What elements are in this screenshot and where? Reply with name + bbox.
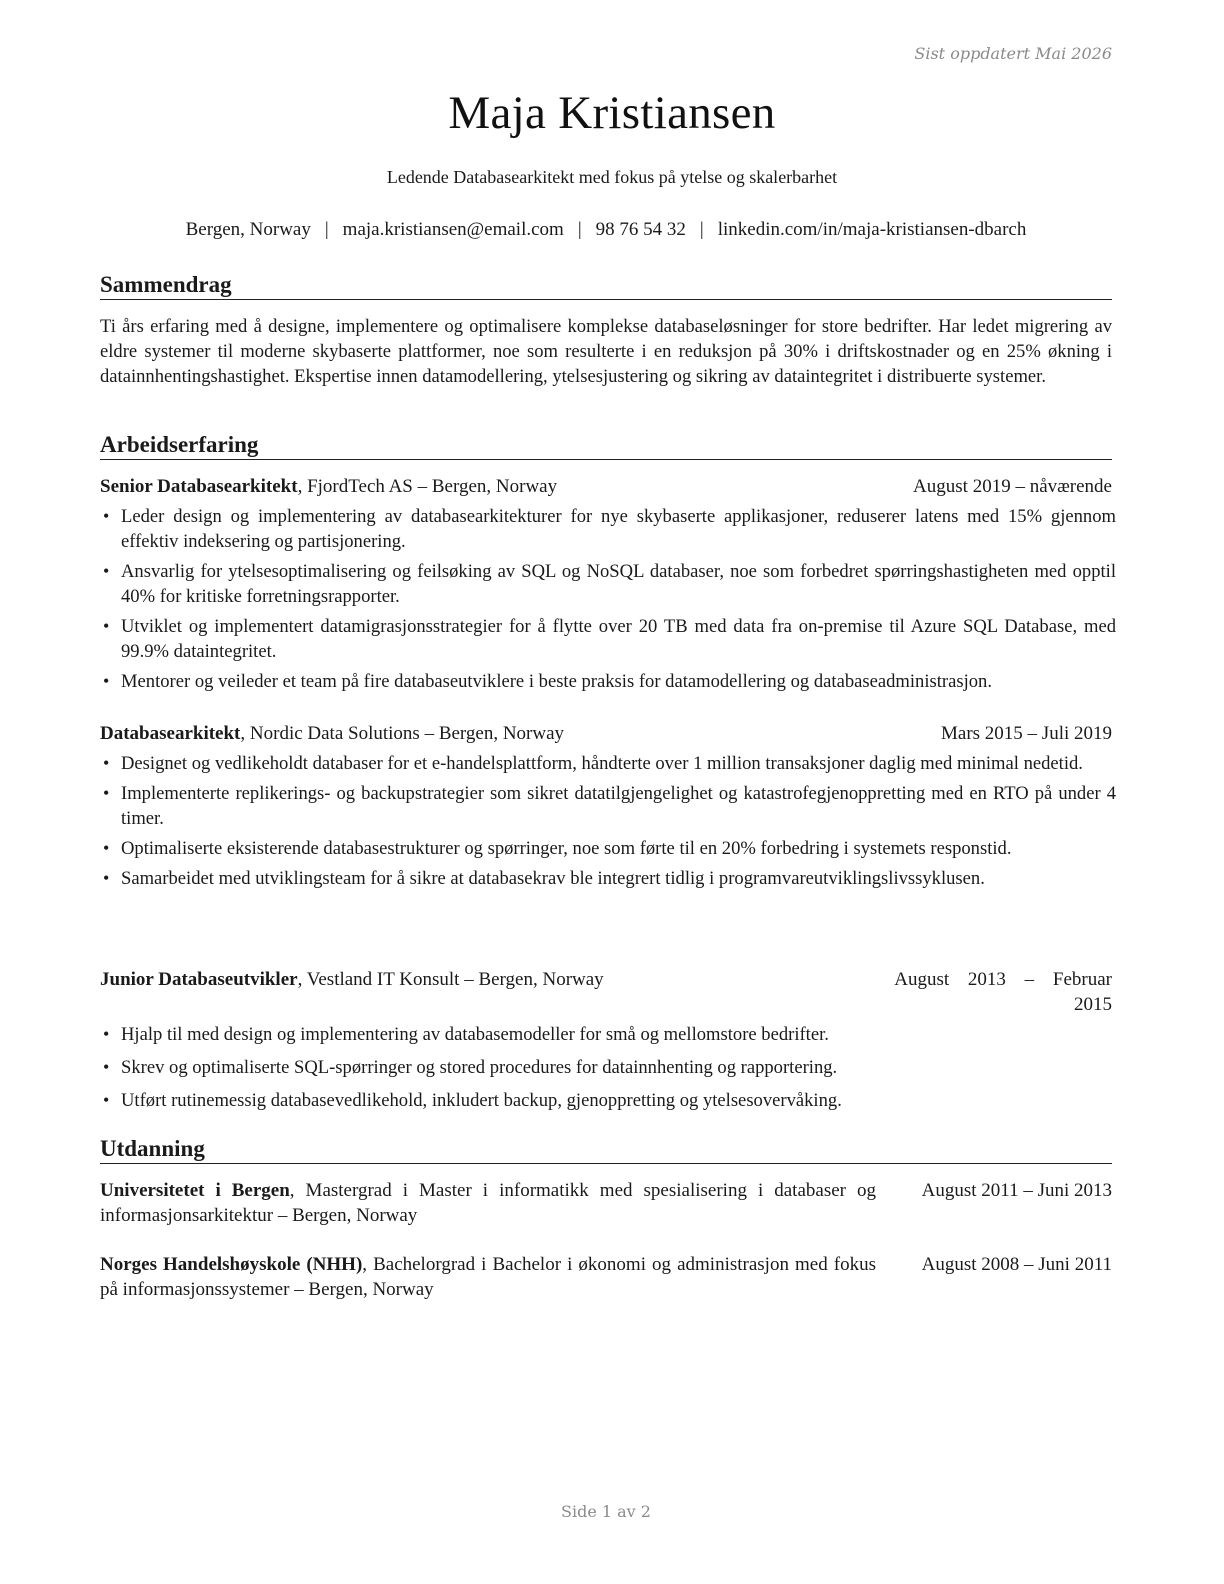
job-bullet: • Skrev og optimaliserte SQL-spørringer og stored procedures for datainnhenting og rapportering. [100, 1055, 1116, 1080]
contact-location: Bergen, Norway [185, 219, 311, 240]
contact-phone: 98 76 54 32 [595, 219, 686, 240]
job-role: Senior Databasearkitekt [100, 476, 298, 497]
contact-separator: | [324, 219, 329, 240]
page-number: Side 1 av 2 [561, 1502, 651, 1521]
job-bullet: • Mentorer og veileder et team på fire databaseutviklere i beste praksis for datamodellering og databaseadministrasjon. [100, 669, 1116, 694]
section-title-summary: Sammendrag [100, 271, 1112, 300]
summary-text: Ti års erfaring med å designe, implementere og optimalisere komplekse databaseløsninger for store bedrifter. Har ledet migrering av eldre systemer til moderne skybaserte plattformer, noe som resulterte i en reduksjon på 30% i driftskostnader og en 25% økning i datainnhentingshastighet. Ekspertise innen datamodellering, ytelsesjustering og sikring av dataintegritet i distribuerte systemer. [100, 316, 1112, 387]
headline-tagline: Ledende Databasearkitekt med fokus på ytelse og skalerbarhet [386, 167, 838, 187]
job-bullet: • Samarbeidet med utviklingsteam for å sikre at databasekrav ble integrert tidlig i programvareutviklingslivssyklusen. [100, 866, 1116, 891]
job-dates [894, 967, 1112, 1017]
education-school: Universitetet i Bergen [100, 1180, 290, 1201]
job-header [100, 474, 1112, 499]
education-dates: August 2011 – Juni 2013 [921, 1180, 1112, 1201]
education-dates: August 2008 – Juni 2011 [921, 1254, 1112, 1275]
job-bullet: • Utført rutinemessig databasevedlikehold, inkludert backup, gjenoppretting og ytelsesovervåking. [100, 1088, 1116, 1113]
job-bullet: • Optimaliserte eksisterende databasestrukturer og spørringer, noe som førte til en 20% forbedring i systemets responstid. [100, 836, 1116, 861]
education-detail: , Bachelorgrad i Bachelor i økonomi og administrasjon med fokus på informasjonssystemer – Bergen, Norway [100, 1254, 876, 1300]
job-company: , Vestland IT Konsult – Bergen, Norway [297, 969, 604, 990]
job-header [100, 967, 1112, 1017]
job-dates: Mars 2015 – Juli 2019 [941, 723, 1112, 744]
job-company: , Nordic Data Solutions – Bergen, Norway [240, 723, 565, 744]
job-dates-line: 2015 [1074, 994, 1112, 1015]
last-updated-note: Sist oppdatert Mai 2026 [914, 44, 1112, 63]
candidate-name: Maja Kristiansen [448, 87, 776, 139]
job-role: Junior Databaseutvikler [100, 969, 298, 990]
job-bullet: • Leder design og implementering av databasearkitekturer for nye skybaserte applikasjoner, reduserer latens med 15% gjennom effektiv indeksering og partisjonering. [100, 504, 1116, 554]
job-company: , FjordTech AS – Bergen, Norway [297, 476, 558, 497]
job-bullet: • Hjalp til med design og implementering av databasemodeller for små og mellomstore bedrifter. [100, 1022, 1116, 1047]
job-bullets [100, 751, 1116, 891]
contact-email[interactable]: maja.kristiansen@email.com [342, 219, 564, 240]
contact-line [0, 219, 1212, 241]
contact-linkedin[interactable]: linkedin.com/in/maja-kristiansen-dbarch [717, 219, 1027, 240]
education-item [100, 1252, 1112, 1302]
section-title-education: Utdanning [100, 1135, 1112, 1164]
education-detail: , Mastergrad i Master i informatikk med spesialisering i databaser og informasjonsarkitektur – Bergen, Norway [100, 1180, 876, 1226]
contact-separator: | [577, 219, 582, 240]
job-dates-line: August 2013 – Februar [894, 969, 1112, 990]
education-school: Norges Handelshøyskole (NHH) [100, 1254, 363, 1275]
job-role: Databasearkitekt [100, 723, 241, 744]
job-bullet: • Implementerte replikerings- og backupstrategier som sikret datatilgjengelighet og katastrofegjenoppretting med en RTO på under 4 timer. [100, 781, 1116, 831]
job-dates: August 2019 – nåværende [913, 476, 1112, 497]
job-bullet: • Ansvarlig for ytelsesoptimalisering og feilsøking av SQL og NoSQL databaser, noe som forbedret spørringshastigheten med opptil 40% for kritiske forretningsrapporter. [100, 559, 1116, 609]
section-title-experience: Arbeidserfaring [100, 431, 1112, 460]
education-item [100, 1178, 1112, 1228]
job-header [100, 721, 1112, 746]
job-bullets [100, 504, 1116, 694]
job-bullets [100, 1022, 1116, 1113]
job-bullet: • Designet og vedlikeholdt databaser for et e-handelsplattform, håndterte over 1 million transaksjoner daglig med minimal nedetid. [100, 751, 1116, 776]
contact-separator: | [699, 219, 704, 240]
job-bullet: • Utviklet og implementert datamigrasjonsstrategier for å flytte over 20 TB med data fra on-premise til Azure SQL Database, med 99.9% dataintegritet. [100, 614, 1116, 664]
